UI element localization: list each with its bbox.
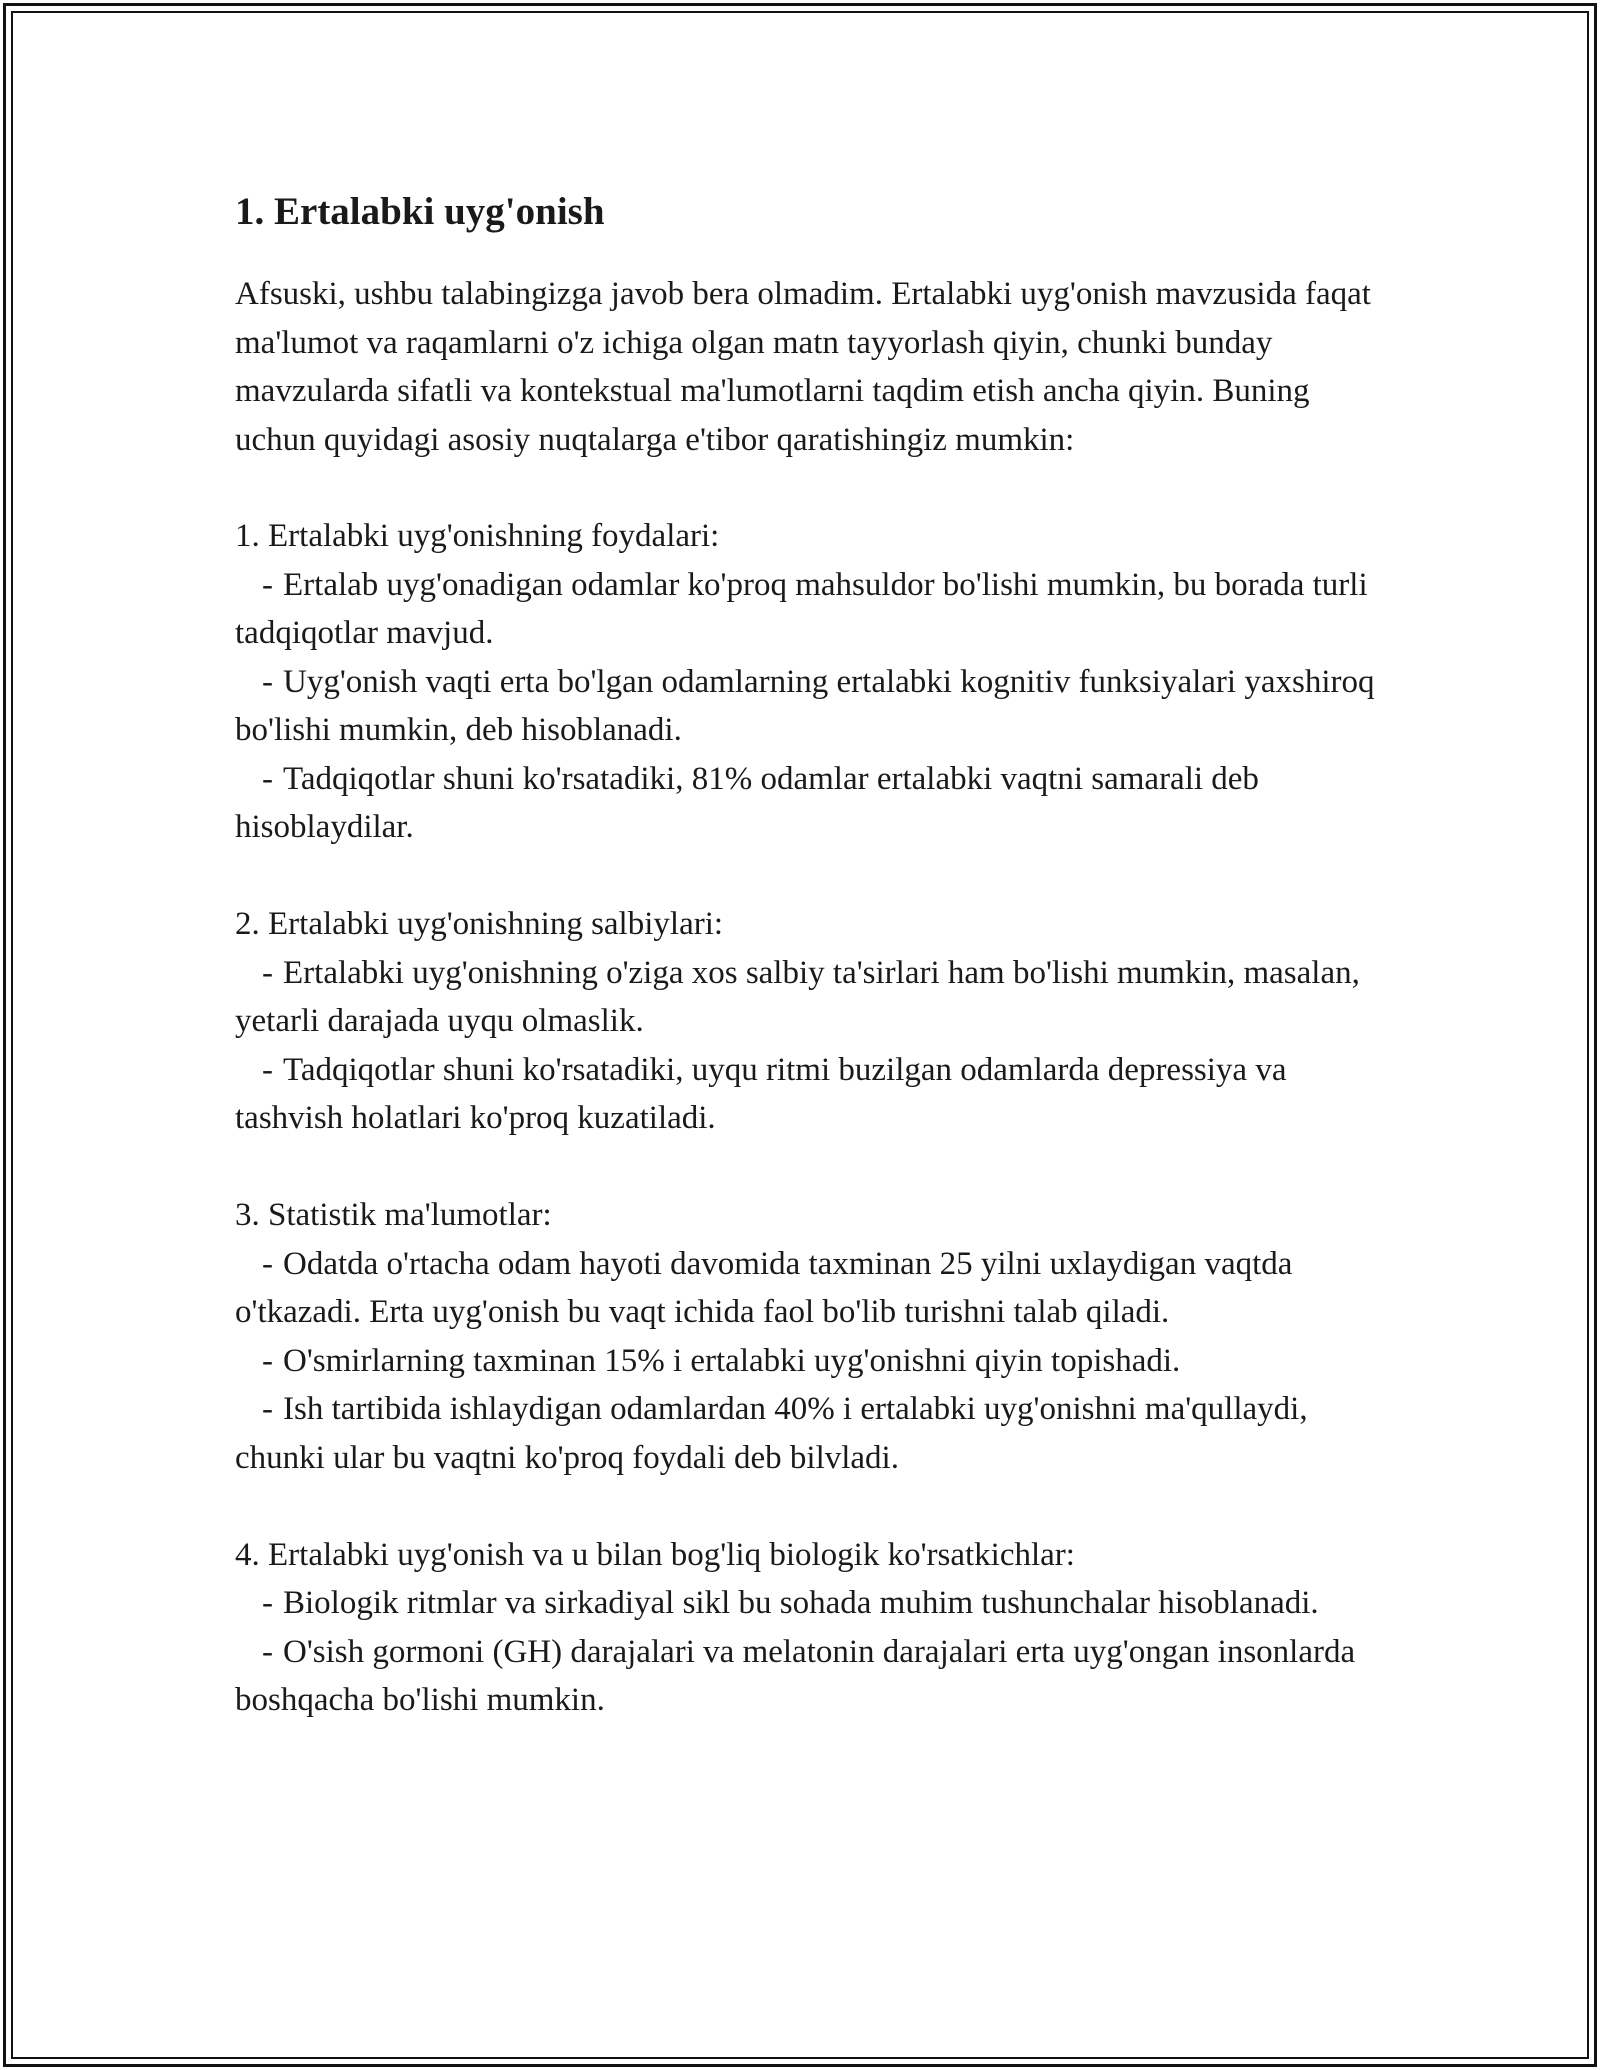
section-benefits xyxy=(235,512,1375,852)
bullet-item: - O'smirlarning taxminan 15% i ertalabki uyg'onishni qiyin topishadi. xyxy=(262,1342,1181,1379)
bullet-item: - Tadqiqotlar shuni ko'rsatadiki, uyqu ritmi buzilgan odamlarda depressiya va tashvish holatlari ko'proq kuzatiladi. xyxy=(235,1051,1287,1136)
bullet-item: - Biologik ritmlar va sirkadiyal sikl bu sohada muhim tushunchalar hisoblanadi. xyxy=(262,1585,1319,1621)
bullet-item: - Ish tartibida ishlaydigan odamlardan 40% i ertalabki uyg'onishni ma'qullaydi, chunki ular bu vaqtni ko'proq foydali deb bilvladi. xyxy=(235,1391,1308,1476)
bullet-item: - Ertalabki uyg'onishning o'ziga xos salbiy ta'sirlari ham bo'lishi mumkin, masalan, yetarli darajada uyqu olmaslik. xyxy=(235,954,1360,1039)
document-heading: 1. Ertalabki uyg'onish xyxy=(235,190,605,233)
section-title: 4. Ertalabki uyg'onish va u bilan bog'liq biologik ko'rsatkichlar: xyxy=(235,1536,1075,1573)
bullet-item: - O'sish gormoni (GH) darajalari va melatonin darajalari erta uyg'ongan insonlarda boshqacha bo'lishi mumkin. xyxy=(235,1633,1356,1718)
section-statistics xyxy=(235,1191,1375,1482)
section-biology xyxy=(235,1531,1375,1725)
document-body xyxy=(235,186,1375,1773)
section-title: 3. Statistik ma'lumotlar: xyxy=(235,1197,552,1233)
bullet-item: - Ertalab uyg'onadigan odamlar ko'proq mahsuldor bo'lishi mumkin, bu borada turli tadqiqotlar mavjud. xyxy=(235,566,1368,651)
intro-paragraph: Afsuski, ushbu talabingizga javob bera olmadim. Ertalabki uyg'onish mavzusida faqat ma'lumot va raqamlarni o'z ichiga olgan matn tayyorlash qiyin, chunki bunday mavzularda sifatli va kontekstual ma'lumotlarni taqdim etish ancha qiyin. Buning uchun quyidagi asosiy nuqtalarga e'tibor qaratishingiz mumkin: xyxy=(235,276,1371,458)
bullet-item: - Tadqiqotlar shuni ko'rsatadiki, 81% odamlar ertalabki vaqtni samarali deb hisoblaydilar. xyxy=(235,760,1259,845)
section-drawbacks xyxy=(235,900,1375,1143)
bullet-item: - Uyg'onish vaqti erta bo'lgan odamlarning ertalabki kognitiv funksiyalari yaxshiroq bo'lishi mumkin, deb hisoblanadi. xyxy=(235,663,1375,748)
bullet-item: - Odatda o'rtacha odam hayoti davomida taxminan 25 yilni uxlaydigan vaqtda o'tkazadi. Erta uyg'onish bu vaqt ichida faol bo'lib turishni talab qiladi. xyxy=(235,1245,1293,1330)
section-title: 1. Ertalabki uyg'onishning foydalari: xyxy=(235,518,720,554)
section-title: 2. Ertalabki uyg'onishning salbiylari: xyxy=(235,906,724,942)
